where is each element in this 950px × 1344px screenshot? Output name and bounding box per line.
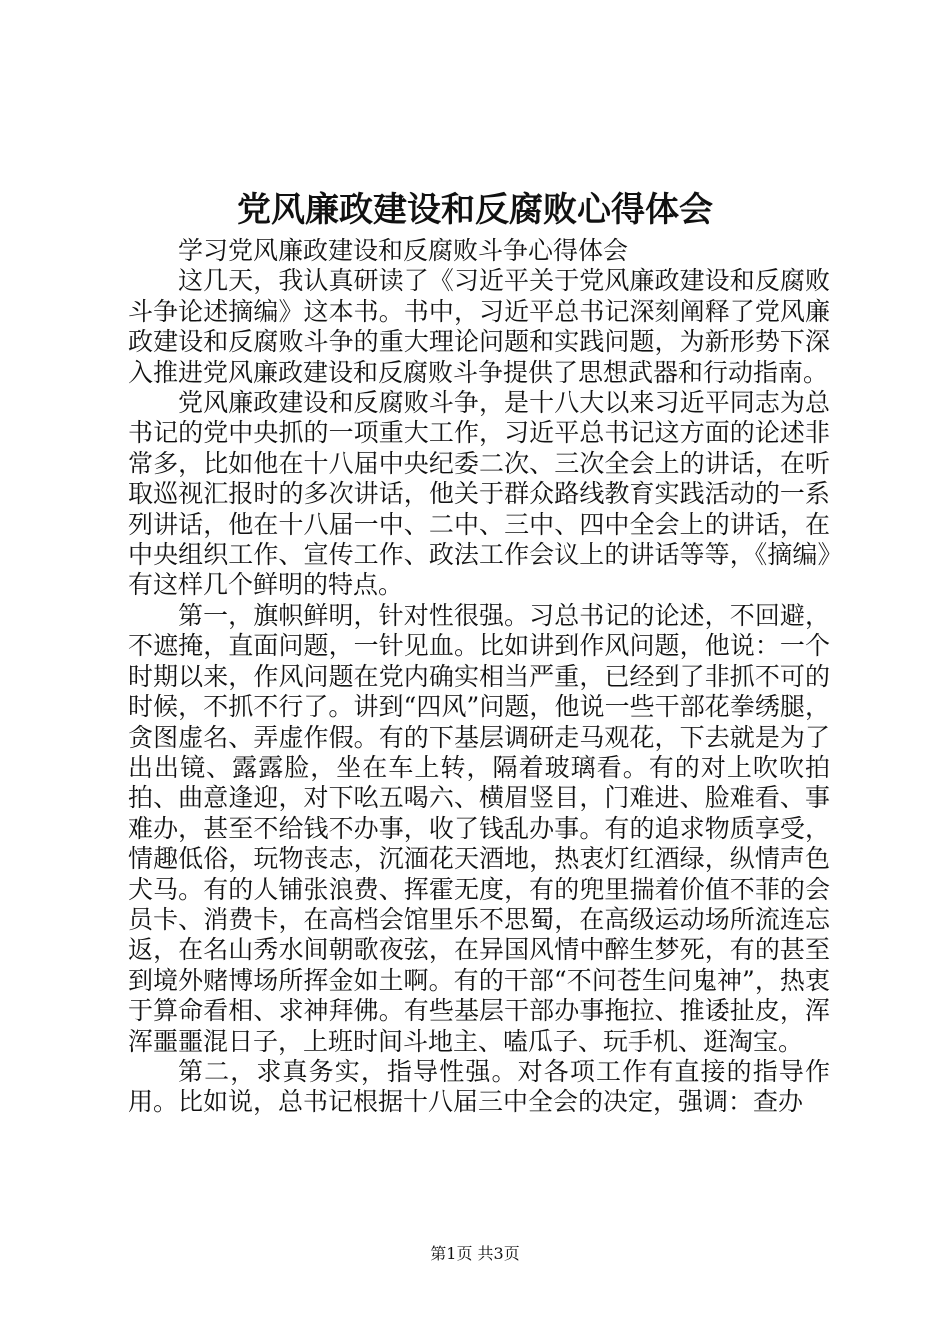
document-title: 党风廉政建设和反腐败心得体会 — [237, 190, 713, 230]
paragraph-point-two: 第二，求真务实，指导性强。对各项工作有直接的指导作用。比如说，总书记根据十八届三中全会的决定，强调：查办 — [128, 1056, 830, 1117]
paragraph-intro: 这几天，我认真研读了《习近平关于党风廉政建设和反腐败斗争论述摘编》这本书。书中，习近平总书记深刻阐释了党风廉政建设和反腐败斗争的重大理论问题和实践问题，为新形势下深入推进党风廉政建设和反腐败斗争提供了思想武器和行动指南。 — [128, 266, 830, 387]
page-number-footer: 第1页 共3页 — [430, 1244, 520, 1263]
paragraph-point-one: 第一，旗帜鲜明，针对性很强。习总书记的论述，不回避，不遮掩，直面问题，一针见血。比如讲到作风问题，他说：一个时期以来，作风问题在党内确实相当严重，已经到了非抓不可的时候，不抓不行了。讲到“四风”问题，他说一些干部花拳绣腿，贪图虚名、弄虚作假。有的下基层调研走马观花，下去就是为了出出镜、露露脸，坐在车上转，隔着玻璃看。有的对上吹吹拍拍、曲意逢迎，对下吆五喝六、横眉竖目，门难进、脸难看、事难办，甚至不给钱不办事，收了钱乱办事。有的追求物质享受，情趣低俗，玩物丧志，沉湎花天酒地，热衷灯红酒绿，纵情声色犬马。有的人铺张浪费、挥霍无度，有的兜里揣着价值不菲的会员卡、消费卡，在高档会馆里乐不思蜀，在高级运动场所流连忘返，在名山秀水间朝歌夜弦，在异国风情中醉生梦死，有的甚至到境外赌博场所挥金如土啊。有的干部“不问苍生问鬼神”，热衷于算命看相、求神拜佛。有些基层干部办事拖拉、推诿扯皮，浑浑噩噩混日子，上班时间斗地主、嗑瓜子、玩手机、逛淘宝。 — [128, 600, 830, 1056]
paragraph-background: 党风廉政建设和反腐败斗争，是十八大以来习近平同志为总书记的党中央抓的一项重大工作，习近平总书记这方面的论述非常多，比如他在十八届中央纪委二次、三次全会上的讲话，在听取巡视汇报时的多次讲话，他关于群众路线教育实践活动的一系列讲话，他在十八届一中、二中、三中、四中全会上的讲话，在中央组织工作、宣传工作、政法工作会议上的讲话等等，《摘编》有这样几个鲜明的特点。 — [128, 388, 830, 600]
document-subtitle: 学习党风廉政建设和反腐败斗争心得体会 — [178, 236, 629, 265]
document-body — [128, 236, 830, 1118]
